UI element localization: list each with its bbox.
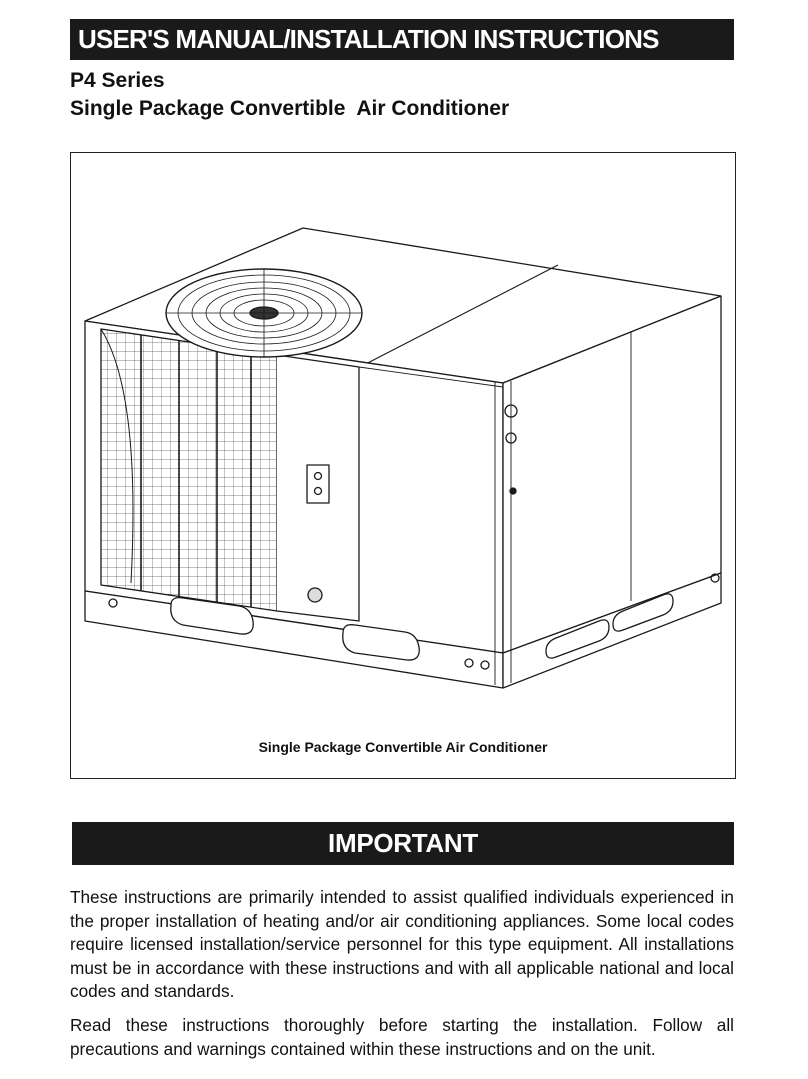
- important-heading-bar: [72, 822, 734, 865]
- figure-caption: Single Package Convertible Air Conditioner: [258, 739, 548, 755]
- document-title: USER'S MANUAL/INSTALLATION INSTRUCTIONS: [78, 24, 659, 54]
- document-header-bar: [70, 19, 734, 60]
- air-conditioner-illustration: [71, 153, 737, 733]
- important-paragraph-1: These instructions are primarily intended to assist qualified individuals experienced in the proper installation of heating and/or air conditioning appliances. Some local codes require licensed installation/service personnel for this type equipment. All installations must be in accordance with these instructions and with all applicable national and local codes and standards.: [70, 887, 734, 1001]
- important-heading: IMPORTANT: [328, 828, 478, 858]
- product-series: P4 Series: [70, 69, 165, 92]
- product-figure: [70, 152, 736, 779]
- important-paragraph-2: Read these instructions thoroughly before starting the installation. Follow all precautions and warnings contained within these instructions and on the unit.: [70, 1015, 734, 1059]
- product-name: Single Package Convertible Air Conditioner: [70, 97, 510, 120]
